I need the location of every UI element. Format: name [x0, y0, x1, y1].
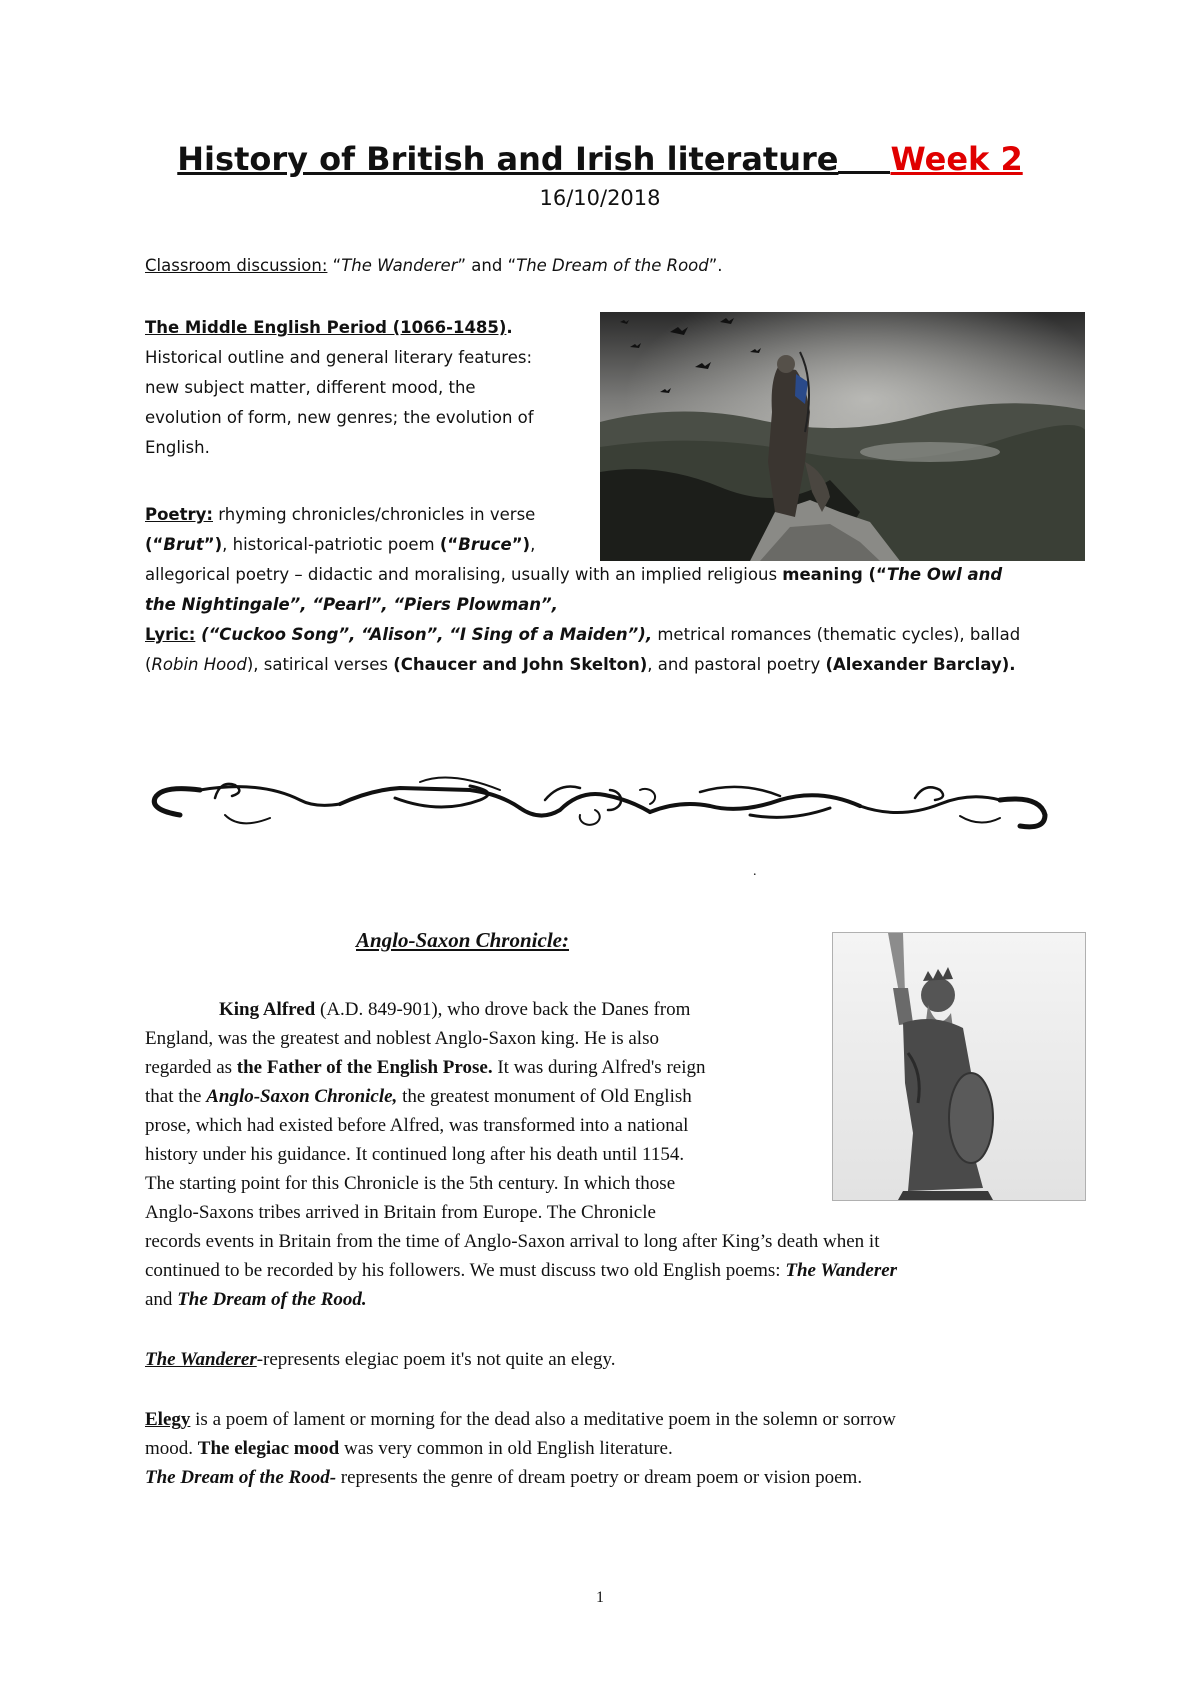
discussion-end: ”. — [708, 256, 723, 275]
lyric-titles: (“Cuckoo Song”, “Alison”, “I Sing of a Maiden”), — [195, 625, 653, 644]
chronicle-text: (A.D. 849-901), who drove back the Danes from — [315, 999, 691, 1020]
week-label: Week 2 — [890, 140, 1023, 178]
middle-english-heading — [145, 313, 534, 343]
poetry-line-1 — [145, 500, 1020, 530]
chronicle-title: Anglo-Saxon Chronicle, — [206, 1086, 398, 1107]
q-open: (“ — [145, 535, 164, 554]
poetry-line-5 — [145, 620, 1020, 650]
poetry-line-6 — [145, 650, 1020, 680]
comma: , — [530, 535, 536, 554]
chronicle-line — [145, 995, 897, 1024]
chronicle-text: continued to be recorded by his followers. We must discuss two old English poems: — [145, 1260, 786, 1281]
lyric-label: Lyric: — [145, 625, 196, 644]
king-alfred: King Alfred — [219, 999, 316, 1020]
document-date: 16/10/2018 — [539, 186, 661, 210]
q-close: ”) — [511, 535, 531, 554]
poetry-text: rhyming chronicles/chronicles in verse — [213, 505, 536, 524]
barclay: (Alexander Barclay). — [825, 655, 1016, 674]
chronicle-line: prose, which had existed before Alfred, was transformed into a national — [145, 1115, 689, 1136]
ornamental-divider — [140, 760, 1070, 850]
middle-english-line: new subject matter, different mood, the — [145, 378, 476, 397]
page-title — [0, 140, 1200, 178]
poetry-line-2 — [145, 530, 1020, 560]
discussion-quote-open: “ — [327, 256, 342, 275]
poem-titles: the Nightingale”, “Pearl”, “Piers Plowman”, — [145, 595, 558, 614]
chronicle-text: and — [145, 1289, 178, 1310]
chronicle-line: history under his guidance. It continued long after his death until 1154. — [145, 1144, 685, 1165]
elegy-text: was very common in old English literature. — [339, 1438, 673, 1459]
elegy-term: Elegy — [145, 1409, 191, 1430]
chronicle-text: regarded as — [145, 1057, 237, 1078]
middle-english-line: Historical outline and general literary features: — [145, 348, 533, 367]
middle-english-line: evolution of form, new genres; the evolution of — [145, 408, 534, 427]
meaning-bold: meaning (“ — [782, 565, 887, 584]
title-underline-gap — [838, 141, 890, 174]
elegy-text: is a poem of lament or morning for the dead also a meditative poem in the solemn or sorrow — [190, 1409, 896, 1430]
discussion-and: ” and “ — [457, 256, 517, 275]
poem-dream-ref: The Dream of the Rood — [516, 256, 709, 275]
wanderer-text: -represents elegiac poem it's not quite an elegy. — [256, 1349, 616, 1370]
discussion-label: Classroom discussion: — [145, 256, 328, 275]
chronicle-text: the greatest monument of Old English — [397, 1086, 692, 1107]
middle-english-line: English. — [145, 438, 210, 457]
poetry-label: Poetry: — [145, 505, 213, 524]
elegiac-mood: The elegiac mood — [197, 1438, 340, 1459]
owl-title: The Owl and — [886, 565, 1003, 584]
poetry-text: , historical-patriotic poem — [222, 535, 440, 554]
chronicle-line — [145, 1285, 897, 1314]
chronicle-paragraph — [145, 995, 897, 1314]
wanderer-paragraph — [145, 1345, 616, 1374]
chronicle-line — [145, 1256, 897, 1285]
chronicle-text: that the — [145, 1086, 207, 1107]
elegy-text: mood. — [145, 1438, 198, 1459]
document-title: History of British and Irish literature — [177, 140, 839, 178]
heading-period: . — [506, 318, 513, 337]
chaucer-skelton: (Chaucer and John Skelton) — [393, 655, 648, 674]
poetry-text: , and pastoral poetry — [647, 655, 826, 674]
bruce-title: Bruce — [458, 535, 512, 554]
wanderer-title: The Wanderer — [785, 1260, 898, 1281]
paren: ( — [145, 655, 152, 674]
page-number: 1 — [596, 1589, 604, 1606]
chronicle-heading-colon: : — [561, 928, 569, 952]
dream-line — [145, 1463, 896, 1492]
robin-hood: Robin Hood — [151, 655, 247, 674]
poetry-section — [145, 500, 1020, 680]
flourish-divider-image — [140, 760, 1070, 850]
chronicle-line — [145, 1082, 897, 1111]
dream-heading: The Dream of the Rood- — [145, 1467, 337, 1488]
q-open: (“ — [439, 535, 459, 554]
chronicle-text: It was during Alfred's reign — [492, 1057, 706, 1078]
brut-title: Brut — [163, 535, 204, 554]
chronicle-line: Anglo-Saxons tribes arrived in Britain from Europe. The Chronicle — [145, 1202, 656, 1223]
poetry-line-4 — [145, 590, 1020, 620]
dream-text: represents the genre of dream poetry or dream poem or vision poem. — [336, 1467, 863, 1488]
poetry-text: allegorical poetry – didactic and moralising, usually with an implied religious — [145, 565, 783, 584]
chronicle-line: England, was the greatest and noblest Anglo-Saxon king. He is also — [145, 1028, 659, 1049]
poetry-text: metrical romances (thematic cycles), ballad — [652, 625, 1021, 644]
q-close: ”) — [203, 535, 223, 554]
father-of-prose: the Father of the English Prose. — [236, 1057, 493, 1078]
chronicle-heading — [356, 928, 569, 953]
chronicle-line — [145, 1053, 897, 1082]
stray-dot: . — [753, 864, 757, 879]
elegy-line-1 — [145, 1405, 896, 1434]
elegy-paragraph — [145, 1405, 896, 1492]
chronicle-line: The starting point for this Chronicle is the 5th century. In which those — [145, 1173, 676, 1194]
poem-wanderer-ref: The Wanderer — [341, 256, 458, 275]
wanderer-heading: The Wanderer — [145, 1349, 257, 1370]
poetry-line-3 — [145, 560, 1020, 590]
chronicle-line: records events in Britain from the time of Anglo-Saxon arrival to long after King’s death when it — [145, 1231, 880, 1252]
poetry-text: ), satirical verses — [246, 655, 394, 674]
dream-title: The Dream of the Rood. — [177, 1289, 367, 1310]
classroom-discussion — [145, 251, 723, 281]
elegy-line-2 — [145, 1434, 896, 1463]
chronicle-heading-text: Anglo-Saxon Chronicle — [356, 928, 562, 952]
middle-english-heading-text: The Middle English Period (1066-1485) — [145, 318, 507, 337]
middle-english-section — [145, 313, 534, 463]
